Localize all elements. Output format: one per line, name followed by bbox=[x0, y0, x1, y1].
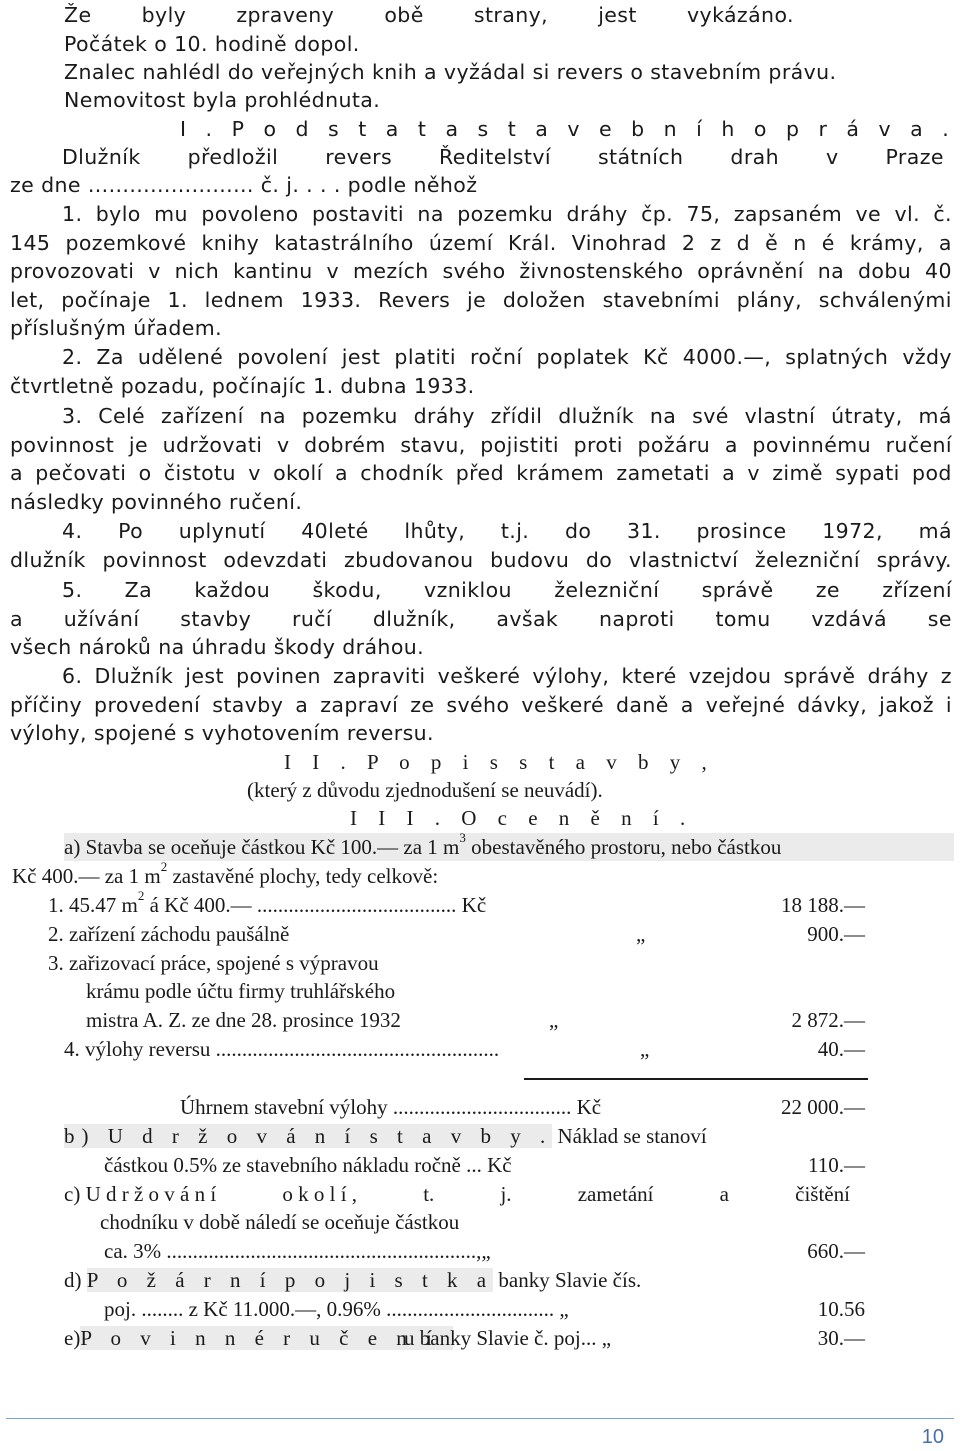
paragraph-6-line-word: daně bbox=[616, 692, 669, 717]
paragraph-1-line: příslušným úřadem. bbox=[10, 316, 223, 341]
paragraph-5-line bbox=[62, 576, 952, 604]
paragraph-1-line-word: č. bbox=[933, 202, 952, 226]
paragraph-1-line-word: ve bbox=[855, 202, 882, 226]
paragraph-6-line-word: příčiny bbox=[10, 692, 83, 717]
paragraph-1-line-word: a bbox=[938, 230, 952, 255]
paragraph-6-line-word: Dlužník bbox=[94, 664, 174, 688]
paragraph-4-line-word: 1972, bbox=[822, 519, 883, 543]
paragraph-3-line-word: dráhy bbox=[413, 404, 475, 428]
paragraph-5-line-word: správě bbox=[701, 578, 774, 602]
section-1-heading: I . P o d s t a t a s t a v e b n í h o p r á v a . bbox=[180, 117, 956, 141]
parties-word: zpraveny bbox=[236, 3, 335, 27]
paragraph-5-line-word: a bbox=[10, 606, 23, 631]
paragraph-3-line-word: proti bbox=[573, 432, 623, 457]
paragraph-1-line-word: krámy, bbox=[849, 230, 924, 255]
paragraph-5-line-word: stavby bbox=[180, 606, 252, 631]
paragraph-1-line-word: bylo bbox=[95, 202, 141, 226]
paragraph-1-line-word: dráhy bbox=[566, 202, 628, 226]
square-superscript: 2 bbox=[160, 859, 168, 874]
section-2-note: (který z důvodu zjednodušení se neuvádí). bbox=[247, 778, 603, 802]
paragraph-4-line-word: Po bbox=[118, 519, 144, 543]
paragraph-1-line-word: lednem bbox=[204, 287, 284, 312]
paragraph-3-line-word: povinnému bbox=[752, 432, 871, 457]
paragraph-4-line-word: budovu bbox=[490, 547, 570, 572]
paragraph-3-line-word: stavu, bbox=[400, 432, 466, 457]
parties-word: obě bbox=[384, 3, 424, 27]
paragraph-3-line-word: a bbox=[10, 461, 23, 486]
paragraph-5-line-word: každou bbox=[194, 578, 271, 602]
paragraph-6-line-word: i bbox=[945, 692, 952, 717]
paragraph-2-line-word: Za bbox=[96, 345, 124, 369]
paragraph-2-line-word: povolení bbox=[237, 345, 328, 369]
paragraph-1-line-word: na bbox=[817, 259, 845, 284]
paragraph-1-line-word: je bbox=[467, 287, 487, 312]
paragraph-6-line-word: svého bbox=[446, 692, 510, 717]
paragraph-4-line-word: lhůty, bbox=[404, 519, 466, 543]
paragraph-6-line-word: z bbox=[940, 664, 952, 688]
paragraph-3-line-word: zametati bbox=[616, 461, 710, 486]
section-1-line-1 bbox=[62, 143, 944, 171]
paragraph-1-line-word: na bbox=[417, 202, 444, 226]
fire-insurance-heading: P o ž á r n í p o j i s t k a bbox=[86, 1268, 494, 1292]
paragraph-4-line-word: prosince bbox=[696, 519, 787, 543]
cost-item-2-ditto: „ bbox=[636, 922, 646, 946]
upkeep-surroundings-word: j. bbox=[500, 1182, 512, 1206]
paragraph-2-line bbox=[62, 343, 952, 371]
paragraph-3-line-word: dlužník bbox=[558, 404, 635, 428]
cost-item-2-label: 2. zařízení záchodu paušálně bbox=[48, 922, 290, 946]
paragraph-1-line-word: zapsaném bbox=[733, 202, 843, 226]
paragraph-3-line-word: před bbox=[455, 461, 504, 486]
paragraph-6-line bbox=[62, 662, 952, 690]
inspection-line: Nemovitost byla prohlédnuta. bbox=[64, 88, 381, 112]
paragraph-3-line-word: zřídil bbox=[490, 404, 543, 428]
paragraph-3-line-word: a bbox=[722, 461, 736, 486]
expert-line: Znalec nahlédl do veřejných knih a vyžádal si revers o stavebním právu. bbox=[64, 60, 837, 84]
paragraph-6-line-word: povinen bbox=[236, 664, 321, 688]
paragraph-2-line-word: vždy bbox=[902, 345, 952, 369]
paragraph-4-line-word: odevzdati bbox=[223, 547, 328, 572]
paragraph-3-line-word: okolí bbox=[273, 461, 323, 486]
paragraph-1-line-word: knihy bbox=[201, 230, 260, 255]
paragraph-3-line-word: krámem bbox=[516, 461, 605, 486]
section-1-line-1-word: předložil bbox=[187, 145, 279, 169]
paragraph-3-line-word: o bbox=[138, 461, 152, 486]
paragraph-4-line-word: 31. bbox=[627, 519, 661, 543]
paragraph-1-line-word: 2 bbox=[681, 230, 696, 255]
paragraph-5-line bbox=[10, 605, 952, 633]
section-3-heading: I I I . O c e n ě n í . bbox=[350, 806, 694, 830]
paragraph-1-line-word: é bbox=[821, 230, 835, 255]
upkeep-surroundings-word: čištění bbox=[795, 1182, 850, 1206]
valuation-a2-text-1: Kč 400.— za 1 m bbox=[12, 864, 161, 888]
paragraph-3-line-word: pod bbox=[912, 461, 952, 486]
paragraph-3-line-word: má bbox=[918, 404, 952, 428]
paragraph-3-line-word: udržovati bbox=[162, 432, 263, 457]
upkeep-building-line-2: částkou 0.5% ze stavebního nákladu ročně ... Kč bbox=[104, 1153, 512, 1177]
cost-item-3-ditto: „ bbox=[549, 1008, 559, 1032]
paragraph-1-line-word: vl. bbox=[894, 202, 920, 226]
paragraph-3-line-word: pečovati bbox=[35, 461, 127, 486]
section-1-line-1-word: v bbox=[826, 145, 839, 169]
cost-item-1-amount: 18 188.— bbox=[781, 893, 865, 917]
paragraph-3-line-word: chodník bbox=[360, 461, 444, 486]
valuation-a-line-1 bbox=[64, 830, 954, 861]
upkeep-building-tail: Náklad se stanoví bbox=[552, 1124, 707, 1148]
paragraph-4-line-word: zbudovanou bbox=[343, 547, 474, 572]
paragraph-3-line-word: útraty, bbox=[831, 404, 903, 428]
paragraph-3-line-word: vlastní bbox=[744, 404, 816, 428]
paragraph-1-line-word: Revers bbox=[378, 287, 451, 312]
paragraph-1-line-word: doložen bbox=[502, 287, 586, 312]
paragraph-1-line-word: Král. bbox=[507, 230, 557, 255]
paragraph-3-line-word: zimě bbox=[772, 461, 823, 486]
paragraph-4-line-word: uplynutí bbox=[178, 519, 266, 543]
liability-amount: 30.— bbox=[817, 1326, 865, 1350]
section-1-line-1-word: Ředitelství bbox=[439, 145, 551, 169]
paragraph-3-line-word: Celé bbox=[98, 404, 146, 428]
paragraph-4-line-word: do bbox=[564, 519, 592, 543]
paragraph-5-line-word: Za bbox=[124, 578, 153, 602]
paragraph-1-line-word: katastrálního bbox=[274, 230, 414, 255]
paragraph-1-line-word: stavebními bbox=[602, 287, 720, 312]
section-1-line-1-word: Praze bbox=[885, 145, 944, 169]
paragraph-1-line-word: nich bbox=[174, 259, 220, 284]
paragraph-5-line-word: vzdává bbox=[811, 606, 887, 631]
paragraph-5-line-word: zřízení bbox=[882, 578, 952, 602]
upkeep-surroundings-amount: 660.— bbox=[807, 1239, 865, 1263]
cost-item-1-label bbox=[48, 888, 487, 919]
cost-item-3-amount: 2 872.— bbox=[791, 1008, 865, 1032]
paragraph-1-line-word: 1. bbox=[62, 202, 83, 226]
paragraph-3-line-word: povinnost bbox=[10, 432, 115, 457]
paragraph-1-line bbox=[10, 257, 952, 285]
paragraph-2-line-word: udělené bbox=[137, 345, 224, 369]
paragraph-4-line-word: dlužník bbox=[10, 547, 86, 572]
paragraph-3-line-word: je bbox=[128, 432, 148, 457]
paragraph-4-line bbox=[10, 546, 952, 574]
paragraph-5-line-word: ručí bbox=[292, 606, 333, 631]
cost-item-3-label-3: mistra A. Z. ze dne 28. prosince 1932 bbox=[86, 1008, 401, 1032]
paragraph-2-line-word: poplatek bbox=[536, 345, 630, 369]
paragraph-6-line-word: a bbox=[295, 692, 309, 717]
paragraph-1-line-word: n bbox=[793, 230, 807, 255]
parties-word: jest bbox=[598, 3, 637, 27]
section-1-line-1-word: drah bbox=[730, 145, 780, 169]
paragraph-6-line-word: výlohy, bbox=[532, 664, 610, 688]
paragraph-3-line-word: na bbox=[259, 404, 286, 428]
paragraph-2-line-word: roční bbox=[470, 345, 523, 369]
paragraph-1-line-word: v bbox=[148, 259, 161, 284]
paragraph-1-line-word: mu bbox=[154, 202, 188, 226]
paragraph-5-line-word: naproti bbox=[599, 606, 675, 631]
paragraph-1-line-word: 145 bbox=[10, 230, 51, 255]
paragraph-1-line-word: 1. bbox=[167, 287, 188, 312]
paragraph-6-line-word: 6. bbox=[62, 664, 83, 688]
paragraph-4-line-word: vlastnictví bbox=[628, 547, 739, 572]
paragraph-3-line-word: dobrém bbox=[304, 432, 386, 457]
paragraph-6-line-word: a bbox=[680, 692, 694, 717]
paragraph-3-line-word: na bbox=[649, 404, 677, 428]
paragraph-1-line-word: pozemku bbox=[457, 202, 554, 226]
paragraph-1-line bbox=[10, 229, 952, 257]
paragraph-3-line-word: ručení bbox=[885, 432, 952, 457]
paragraph-1-line-word: čp. bbox=[641, 202, 674, 226]
paragraph-6-line-word: provedení bbox=[94, 692, 201, 717]
paragraph-5-line: všech nároků na úhradu škody dráhou. bbox=[10, 635, 425, 660]
paragraph-6-line-word: které bbox=[621, 664, 677, 688]
paragraph-3-line-word: zařízení bbox=[160, 404, 244, 428]
paragraph-1-line-word: svého bbox=[442, 259, 506, 284]
paragraph-4-line-word: správy. bbox=[876, 547, 952, 572]
valuation-a-text-1: a) Stavba se oceňuje částkou Kč 100.— za 1 m bbox=[64, 835, 460, 859]
paragraph-5-line-word: dlužník, bbox=[372, 606, 456, 631]
upkeep-surroundings-word: o k o l í , bbox=[282, 1182, 358, 1206]
parties-word: Že bbox=[64, 3, 92, 27]
paragraph-5-line-word: se bbox=[927, 606, 952, 631]
fire-insurance-line bbox=[64, 1266, 641, 1294]
paragraph-3-line-word: a bbox=[335, 461, 348, 486]
paragraph-6-line-word: jakož bbox=[879, 692, 934, 717]
paragraph-1-line bbox=[10, 286, 952, 314]
paragraph-1-line-word: provozovati bbox=[10, 259, 135, 284]
paragraph-6-line-word: zapraviti bbox=[333, 664, 426, 688]
section-1-line-1-word: státních bbox=[597, 145, 684, 169]
liability-line bbox=[64, 1324, 453, 1352]
fire-insurance-amount: 10.56 bbox=[817, 1297, 865, 1321]
section-1-line-2: ze dne ........................ č. j. . . . podle něhož bbox=[10, 173, 478, 197]
paragraph-6-line-word: správě bbox=[783, 664, 856, 688]
cost-item-1-text: 1. 45.47 m bbox=[48, 893, 138, 917]
cost-item-3-label-2: krámu podle účtu firmy truhlářského bbox=[86, 979, 396, 1003]
paragraph-4-line-word: má bbox=[918, 519, 952, 543]
paragraph-1-line-word: d bbox=[736, 230, 751, 255]
liability-label: e) bbox=[64, 1326, 81, 1350]
fire-insurance-label: d) bbox=[64, 1268, 82, 1292]
fire-insurance-line-2: poj. ........ z Kč 11.000.—, 0.96% ................................ „ bbox=[104, 1297, 569, 1321]
paragraph-5-line-word: užívání bbox=[63, 606, 140, 631]
paragraph-1-line-word: 75, bbox=[686, 202, 721, 226]
paragraph-3-line-word: v bbox=[747, 461, 760, 486]
paragraph-4-line-word: povinnost bbox=[102, 547, 207, 572]
paragraph-5-line-word: železniční bbox=[554, 578, 660, 602]
paragraph-3-line-word: a bbox=[724, 432, 738, 457]
paragraph-1-line-word: mezích bbox=[352, 259, 429, 284]
upkeep-surroundings-line-1 bbox=[64, 1180, 850, 1208]
cost-item-1-sup: 2 bbox=[137, 888, 145, 903]
parties-word: vykázáno. bbox=[687, 3, 794, 27]
section-1-line-1-word: revers bbox=[325, 145, 393, 169]
paragraph-6-line-word: vzejdou bbox=[688, 664, 772, 688]
paragraph-3-line-word: požáru bbox=[637, 432, 711, 457]
valuation-a2-text-2: zastavěné plochy, tedy celkově: bbox=[167, 864, 439, 888]
paragraph-3-line bbox=[10, 459, 952, 487]
paragraph-4-line-word: t.j. bbox=[500, 519, 530, 543]
paragraph-1-line-word: schválenými bbox=[818, 287, 952, 312]
parties-word: byly bbox=[141, 3, 187, 27]
upkeep-surroundings-word: zametání bbox=[577, 1182, 654, 1206]
paragraph-3-line-word: sypati bbox=[835, 461, 900, 486]
start-time-line: Počátek o 10. hodině dopol. bbox=[64, 32, 360, 56]
paragraph-2-line-word: platiti bbox=[394, 345, 456, 369]
liability-tail: u banky Slavie č. poj... „ bbox=[404, 1326, 612, 1350]
paragraph-6-line-word: stavby bbox=[212, 692, 284, 717]
cost-item-4-ditto: „ bbox=[640, 1037, 650, 1061]
paragraph-1-line-word: kantinu bbox=[233, 259, 313, 284]
paragraph-6-line-word: jest bbox=[185, 664, 224, 688]
valuation-a-line-2 bbox=[12, 859, 439, 890]
paragraph-4-line-word: do bbox=[585, 547, 613, 572]
paragraph-2-line-word: jest bbox=[341, 345, 381, 369]
cost-item-4-amount: 40.— bbox=[817, 1037, 865, 1061]
paragraph-1-line-word: povoleno bbox=[201, 202, 299, 226]
paragraph-3-line-word: své bbox=[692, 404, 729, 428]
upkeep-surroundings-word: t. bbox=[423, 1182, 435, 1206]
fire-insurance-tail: banky Slavie čís. bbox=[493, 1268, 642, 1292]
paragraph-5-line-word: vzniklou bbox=[424, 578, 512, 602]
cost-item-2-amount: 900.— bbox=[807, 922, 865, 946]
paragraph-1-line-word: 40 bbox=[925, 259, 952, 284]
upkeep-surroundings-word: a bbox=[719, 1182, 729, 1206]
paragraph-5-line-word: avšak bbox=[496, 606, 559, 631]
paragraph-6-line-word: veřejné bbox=[705, 692, 786, 717]
page-number: 10 bbox=[921, 1426, 944, 1448]
upkeep-building-heading: b) U d r ž o v á n í s t a v b y . bbox=[64, 1124, 553, 1148]
cost-item-4-label: 4. výlohy reversu ...................................................... bbox=[64, 1037, 500, 1061]
paragraph-1-line-word: 1933. bbox=[300, 287, 362, 312]
paragraph-2-line-word: Kč bbox=[643, 345, 669, 369]
paragraph-1-line-word: let, bbox=[10, 287, 45, 312]
upkeep-building-amount: 110.— bbox=[808, 1153, 865, 1177]
cubic-superscript: 3 bbox=[459, 830, 466, 845]
paragraph-1-line-word: pozemkové bbox=[65, 230, 187, 255]
paragraph-5-line-word: tomu bbox=[715, 606, 771, 631]
paragraph-6-line: výlohy, spojené s vyhotovením reversu. bbox=[10, 721, 434, 746]
paragraph-1-line-word: postaviti bbox=[312, 202, 405, 226]
paragraph-3-line bbox=[62, 402, 952, 430]
paragraph-3-line bbox=[10, 431, 952, 459]
paragraph-1-line-word: živnostenského bbox=[519, 259, 684, 284]
upkeep-surroundings-line-2: chodníku v době náledí se oceňuje částkou bbox=[100, 1210, 460, 1234]
paragraph-6-line-word: veškeré bbox=[437, 664, 521, 688]
paragraph-1-line-word: počínaje bbox=[61, 287, 151, 312]
parties-word: strany, bbox=[473, 3, 549, 27]
paragraph-2-line: čtvrtletně pozadu, počínajíc 1. dubna 1933. bbox=[10, 373, 475, 398]
paragraph-6-line-word: ze bbox=[410, 692, 435, 717]
sum-rule bbox=[524, 1078, 868, 1080]
paragraph-1-line-word: oprávnění bbox=[697, 259, 804, 284]
paragraph-6-line-word: veškeré bbox=[521, 692, 604, 717]
paragraph-2-line-word: splatných bbox=[785, 345, 889, 369]
paragraph-1-line-word: území bbox=[428, 230, 493, 255]
paragraph-2-line-word: 4000.—, bbox=[682, 345, 772, 369]
cost-item-3-label-1: 3. zařizovací práce, spojené s výpravou bbox=[48, 951, 379, 975]
paragraph-3-line-word: čistotu bbox=[163, 461, 236, 486]
paragraph-5-line-word: ze bbox=[815, 578, 840, 602]
paragraph-2-line-word: 2. bbox=[62, 345, 83, 369]
paragraph-4-line-word: 40leté bbox=[301, 519, 369, 543]
upkeep-building-line bbox=[64, 1122, 707, 1150]
paragraph-6-line-word: zapraví bbox=[320, 692, 399, 717]
paragraph-3-line-word: pozemku bbox=[301, 404, 398, 428]
paragraph-3-line: následky povinného ručení. bbox=[10, 489, 303, 514]
section-1-line-1-word: Dlužník bbox=[62, 145, 141, 169]
paragraph-5-line-word: 5. bbox=[62, 578, 83, 602]
paragraph-1-line-word: v bbox=[326, 259, 340, 284]
paragraph-1-line bbox=[62, 200, 952, 228]
paragraph-3-line-word: 3. bbox=[62, 404, 83, 428]
paragraph-1-line-word: plány, bbox=[736, 287, 802, 312]
paragraph-4-line-word: 4. bbox=[62, 519, 83, 543]
footer-divider bbox=[6, 1418, 954, 1419]
paragraph-5-line-word: škodu, bbox=[312, 578, 382, 602]
paragraph-4-line bbox=[62, 517, 952, 545]
paragraph-1-line-word: z bbox=[710, 230, 722, 255]
paragraph-3-line-word: v bbox=[276, 432, 290, 457]
paragraph-1-line-word: Vinohrad bbox=[571, 230, 667, 255]
paragraph-6-line-word: dávky, bbox=[797, 692, 868, 717]
paragraph-6-line bbox=[10, 691, 952, 719]
paragraph-1-line-word: ě bbox=[765, 230, 779, 255]
liability-heading: P o v i n n é r u č e n í bbox=[80, 1326, 453, 1350]
total-amount: 22 000.— bbox=[781, 1095, 865, 1119]
cost-item-1-rest: á Kč 400.— ...................................... Kč bbox=[144, 893, 487, 917]
paragraph-4-line-word: železniční bbox=[754, 547, 860, 572]
upkeep-surroundings-word: c) U d r ž o v á n í bbox=[64, 1182, 217, 1206]
total-label: Úhrnem stavební výlohy .................................. Kč bbox=[180, 1095, 602, 1119]
upkeep-surroundings-line-3: ca. 3% ...........................................................,„ bbox=[104, 1239, 491, 1263]
paragraph-1-line-word: dobu bbox=[857, 259, 912, 284]
section-2-heading: I I . P o p i s s t a v b y , bbox=[284, 750, 715, 774]
valuation-a-text-2: obestavěného prostoru, nebo částkou bbox=[465, 835, 782, 859]
parties-line bbox=[64, 1, 794, 29]
paragraph-3-line-word: v bbox=[248, 461, 261, 486]
paragraph-3-line-word: pojistiti bbox=[480, 432, 559, 457]
paragraph-6-line-word: dráhy bbox=[867, 664, 929, 688]
